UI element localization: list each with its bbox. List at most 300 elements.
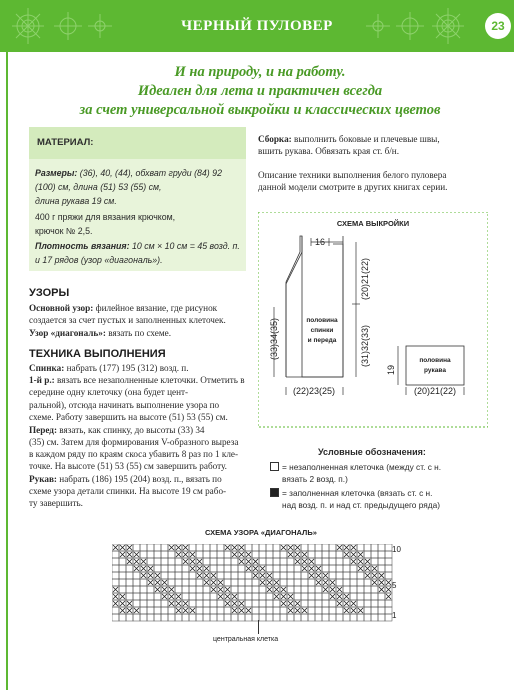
grid-cell [196, 614, 203, 621]
filled-cell-mark [344, 552, 349, 557]
filled-cell-icon [270, 488, 279, 497]
grid-cell [168, 607, 175, 614]
filled-cell-mark [162, 587, 167, 592]
grid-cell [140, 586, 147, 593]
grid-cell [168, 614, 175, 621]
grid-cell [294, 579, 301, 586]
grid-cell [364, 586, 371, 593]
grid-cell [336, 572, 343, 579]
grid-cell [259, 614, 266, 621]
grid-cell [343, 558, 350, 565]
grid-cell [147, 544, 154, 551]
grid-cell [308, 614, 315, 621]
filled-cell-mark [295, 545, 300, 550]
filled-cell-mark [183, 608, 188, 613]
gauge-label: Плотность вязания: [35, 241, 130, 251]
grid-cell [210, 600, 217, 607]
grid-cell [154, 614, 161, 621]
grid-cell [329, 544, 336, 551]
filled-cell-mark [365, 559, 370, 564]
legend-filled-line-1 [270, 488, 432, 499]
filled-cell-mark [155, 580, 160, 585]
grid-cell [154, 565, 161, 572]
filled-cell-mark [344, 601, 349, 606]
filled-cell-mark [176, 608, 181, 613]
page-title: ЧЕРНЫЙ ПУЛОВЕР [181, 18, 333, 34]
grid-cell [126, 614, 133, 621]
filled-cell-mark [190, 608, 195, 613]
filled-cell-mark [225, 587, 230, 592]
grid-cell [210, 565, 217, 572]
filled-cell-mark [176, 545, 181, 550]
assembly-text-1: выполнить боковые и плечевые швы, [291, 134, 440, 144]
grid-cell [329, 565, 336, 572]
filled-cell-mark [351, 552, 356, 557]
filled-cell-mark [176, 601, 181, 606]
filled-cell-mark [113, 601, 118, 606]
grid-cell [140, 614, 147, 621]
filled-cell-mark [337, 601, 342, 606]
filled-cell-mark [239, 608, 244, 613]
filled-cell-mark [351, 608, 356, 613]
grid-cell [175, 579, 182, 586]
sleeve-height: 19 [386, 364, 396, 375]
grid-cell [294, 572, 301, 579]
slogan-line-1: И на природу, и на работу. [174, 64, 346, 80]
sleeve-width: (20)21(22) [413, 386, 457, 396]
grid-cell [217, 558, 224, 565]
assembly-text-2: вшить рукава. Обвязать края ст. б/н. [258, 146, 400, 156]
filled-cell-mark [141, 566, 146, 571]
grid-cell [350, 572, 357, 579]
grid-cell [308, 579, 315, 586]
filled-cell-mark [309, 566, 314, 571]
grid-cell [322, 565, 329, 572]
filled-cell-mark [190, 552, 195, 557]
grid-cell [140, 600, 147, 607]
filled-cell-mark [225, 594, 230, 599]
grid-cell [371, 614, 378, 621]
filled-cell-mark [337, 587, 342, 592]
row-label-1: 1 [392, 611, 397, 620]
patterns-heading: УЗОРЫ [29, 287, 70, 299]
filled-cell-mark [253, 573, 258, 578]
grid-cell [371, 551, 378, 558]
back-line [29, 362, 247, 374]
grid-cell [385, 607, 392, 614]
grid-cell [378, 600, 385, 607]
grid-cell [252, 586, 259, 593]
grid-cell [112, 551, 119, 558]
grid-cell [350, 579, 357, 586]
grid-cell [350, 593, 357, 600]
filled-cell-mark [246, 566, 251, 571]
grid-cell [266, 607, 273, 614]
white-pullover-text-2: данной модели смотрите в других книгах серии. [258, 182, 448, 192]
basic-pattern-line-1 [29, 302, 247, 314]
grid-cell [133, 544, 140, 551]
grid-cell [196, 551, 203, 558]
grid-cell [343, 614, 350, 621]
grid-cell [175, 614, 182, 621]
grid-cell [315, 607, 322, 614]
grid-cell [182, 565, 189, 572]
grid-cell [231, 614, 238, 621]
grid-cell [238, 614, 245, 621]
grid-cell [245, 579, 252, 586]
filled-cell-mark [386, 580, 391, 585]
filled-cell-mark [113, 545, 118, 550]
grid-cell [287, 614, 294, 621]
grid-cell [315, 551, 322, 558]
header-banner [0, 0, 514, 52]
filled-cell-mark [288, 608, 293, 613]
row1-text-1: вязать все незаполненные клеточки. Отметить в середине одну клеточку (она будет цент- [29, 375, 245, 398]
filled-cell-mark [330, 587, 335, 592]
grid-cell [287, 586, 294, 593]
material-box [29, 127, 246, 271]
sizes-text-2: (100) см, длина (51) 53 (55) см, [35, 182, 162, 192]
grid-cell [217, 544, 224, 551]
grid-cell [364, 614, 371, 621]
filled-cell-mark [239, 601, 244, 606]
grid-cell [245, 593, 252, 600]
grid-cell [196, 579, 203, 586]
grid-cell [238, 565, 245, 572]
filled-cell-mark [267, 587, 272, 592]
row1-paragraph [29, 374, 247, 399]
grid-cell [364, 607, 371, 614]
grid-cell [280, 614, 287, 621]
filled-cell-mark [316, 566, 321, 571]
grid-cell [329, 600, 336, 607]
grid-cell [245, 600, 252, 607]
filled-cell-mark [239, 545, 244, 550]
sleeve-label-2: рукава [424, 367, 446, 374]
filled-cell-mark [379, 587, 384, 592]
grid-cell [294, 614, 301, 621]
filled-cell-mark [295, 608, 300, 613]
center-cell-label: центральная клетка [213, 636, 279, 643]
grid-cell [378, 607, 385, 614]
grid-cell [357, 593, 364, 600]
grid-cell [154, 600, 161, 607]
grid-cell [154, 558, 161, 565]
sizes-text-3: длина рукава 19 см. [35, 196, 117, 206]
grid-cell [287, 565, 294, 572]
filled-cell-mark [351, 601, 356, 606]
grid-cell [301, 544, 308, 551]
filled-cell-mark [239, 552, 244, 557]
grid-cell [189, 572, 196, 579]
grid-cell [273, 544, 280, 551]
grid-cell [196, 600, 203, 607]
right-dimension-lower: (31)32(33) [360, 324, 370, 367]
filled-cell-mark [267, 580, 272, 585]
filled-cell-mark [288, 594, 293, 599]
grid-cell [357, 572, 364, 579]
grid-cell [329, 614, 336, 621]
grid-cell [287, 558, 294, 565]
grid-cell [280, 558, 287, 565]
filled-cell-mark [288, 545, 293, 550]
filled-cell-mark [148, 580, 153, 585]
filled-cell-mark [365, 566, 370, 571]
grid-cell [238, 579, 245, 586]
grid-cell [147, 600, 154, 607]
grid-cell [322, 593, 329, 600]
filled-cell-mark [197, 559, 202, 564]
filled-cell-mark [134, 552, 139, 557]
grid-cell [252, 600, 259, 607]
filled-cell-mark [155, 587, 160, 592]
grid-cell [315, 614, 322, 621]
filled-cell-mark [274, 587, 279, 592]
filled-cell-mark [253, 559, 258, 564]
grid-cell [210, 551, 217, 558]
grid-cell [168, 551, 175, 558]
grid-cell [308, 551, 315, 558]
grid-cell [308, 600, 315, 607]
filled-cell-mark [260, 566, 265, 571]
grid-cell [294, 565, 301, 572]
filled-cell-mark [176, 552, 181, 557]
grid-cell [210, 614, 217, 621]
grid-cell [252, 579, 259, 586]
grid-cell [336, 607, 343, 614]
filled-cell-mark [344, 545, 349, 550]
filled-cell-mark [183, 559, 188, 564]
grid-cell [224, 551, 231, 558]
grid-cell [119, 586, 126, 593]
grid-cell [336, 565, 343, 572]
schematic-frame [258, 212, 488, 460]
grid-cell [147, 593, 154, 600]
filled-cell-mark [351, 559, 356, 564]
filled-cell-mark [386, 594, 391, 599]
grid-cell [217, 614, 224, 621]
filled-cell-mark [169, 601, 174, 606]
grid-cell [126, 565, 133, 572]
grid-cell [196, 607, 203, 614]
row-label-5: 5 [392, 581, 397, 590]
grid-cell [168, 558, 175, 565]
grid-cell [301, 600, 308, 607]
grid-cell [168, 572, 175, 579]
grid-cell [280, 565, 287, 572]
filled-cell-mark [176, 594, 181, 599]
grid-cell [210, 593, 217, 600]
back-label: Спинка: [29, 363, 65, 373]
grid-cell [119, 614, 126, 621]
grid-cell [196, 586, 203, 593]
legend-title: Условные обозначения: [318, 447, 426, 457]
filled-cell-mark [330, 580, 335, 585]
filled-cell-mark [127, 608, 132, 613]
front-text-4: точке. На высоте (51) 53 (55) см завершить работу. [29, 461, 227, 471]
body-label-3: и переда [307, 337, 337, 344]
grid-cell [315, 600, 322, 607]
grid-cell [364, 593, 371, 600]
grid-cell [322, 558, 329, 565]
grid-cell [371, 593, 378, 600]
grid-cell [119, 565, 126, 572]
grid-cell [161, 551, 168, 558]
filled-cell-mark [316, 573, 321, 578]
front-line-1 [29, 424, 247, 436]
filled-cell-mark [183, 552, 188, 557]
grid-cell [189, 544, 196, 551]
filled-cell-mark [323, 573, 328, 578]
grid-cell [126, 579, 133, 586]
grid-cell [112, 614, 119, 621]
filled-cell-mark [372, 573, 377, 578]
grid-cell [385, 544, 392, 551]
filled-cell-mark [127, 545, 132, 550]
legend-filled-text-1: = заполненная клеточка (вязать ст. с н. [282, 488, 433, 498]
grid-cell [371, 586, 378, 593]
filled-cell-mark [365, 573, 370, 578]
grid-cell [133, 586, 140, 593]
grid-cell [140, 551, 147, 558]
grid-cell [217, 572, 224, 579]
grid-cell [378, 551, 385, 558]
grid-cell [364, 600, 371, 607]
grid-cell [371, 607, 378, 614]
grid-cell [364, 551, 371, 558]
empty-cell-icon [270, 462, 279, 471]
filled-cell-mark [232, 545, 237, 550]
grid-cell [238, 593, 245, 600]
filled-cell-mark [162, 580, 167, 585]
grid-cell [189, 586, 196, 593]
filled-cell-mark [323, 587, 328, 592]
grid-cell [112, 572, 119, 579]
grid-cell [378, 593, 385, 600]
grid-cell [161, 600, 168, 607]
grid-cell [336, 558, 343, 565]
grid-cell [126, 593, 133, 600]
grid-cell [364, 579, 371, 586]
filled-cell-mark [232, 594, 237, 599]
filled-cell-mark [141, 559, 146, 564]
grid-cell [385, 614, 392, 621]
back-text: набрать (177) 195 (312) возд. п. [64, 363, 189, 373]
grid-cell [147, 586, 154, 593]
grid-cell [259, 586, 266, 593]
grid-cell [273, 614, 280, 621]
grid-cell [217, 551, 224, 558]
grid-cell [161, 607, 168, 614]
grid-cell [133, 572, 140, 579]
grid-cell [126, 586, 133, 593]
grid-cell [224, 607, 231, 614]
grid-cell [357, 614, 364, 621]
grid-cell [112, 579, 119, 586]
grid-cell [280, 607, 287, 614]
filled-cell-mark [211, 573, 216, 578]
grid-cell [245, 544, 252, 551]
sizes-label: Размеры: [35, 168, 78, 178]
grid-cell [238, 572, 245, 579]
filled-cell-mark [316, 580, 321, 585]
grid-cell [273, 600, 280, 607]
grid-cell [140, 593, 147, 600]
pattern-schematic [258, 212, 488, 460]
grid-cell [189, 593, 196, 600]
filled-cell-mark [379, 573, 384, 578]
grid-cell [266, 614, 273, 621]
grid-cell [126, 572, 133, 579]
filled-cell-mark [204, 580, 209, 585]
grid-cell [182, 614, 189, 621]
grid-cell [119, 558, 126, 565]
grid-cell [161, 565, 168, 572]
grid-cell [231, 558, 238, 565]
filled-cell-mark [120, 601, 125, 606]
filled-cell-mark [260, 573, 265, 578]
filled-cell-mark [302, 552, 307, 557]
grid-cell [266, 593, 273, 600]
grid-cell [196, 593, 203, 600]
diagonal-chart-grid [112, 544, 400, 624]
front-label: Перед: [29, 425, 57, 435]
grid-cell [385, 558, 392, 565]
yarn-text-2: крючок № 2,5. [35, 226, 93, 236]
grid-cell [280, 572, 287, 579]
grid-cell [238, 586, 245, 593]
body-label-1: половина [306, 317, 338, 324]
right-dimension-full: (20)21(22) [360, 257, 370, 300]
filled-cell-mark [183, 601, 188, 606]
filled-cell-mark [204, 566, 209, 571]
filled-cell-mark [358, 608, 363, 613]
center-cell-pointer [258, 620, 259, 634]
filled-cell-mark [323, 580, 328, 585]
grid-cell [182, 579, 189, 586]
filled-cell-mark [309, 559, 314, 564]
filled-cell-mark [379, 580, 384, 585]
filled-cell-mark [267, 573, 272, 578]
filled-cell-mark [169, 594, 174, 599]
grid-cell [378, 558, 385, 565]
filled-cell-mark [386, 587, 391, 592]
gauge-line-1 [35, 239, 240, 253]
assembly-line-1 [258, 133, 488, 145]
grid-cell [336, 614, 343, 621]
grid-cell [259, 600, 266, 607]
filled-cell-mark [295, 601, 300, 606]
grid-cell [133, 579, 140, 586]
legend-empty-text-2: вязать 2 возд. п.) [282, 474, 348, 484]
grid-cell [147, 607, 154, 614]
grid-cell [308, 544, 315, 551]
grid-cell [329, 572, 336, 579]
grid-cell [140, 579, 147, 586]
grid-cell [315, 558, 322, 565]
grid-cell [357, 600, 364, 607]
filled-cell-mark [211, 587, 216, 592]
filled-cell-mark [246, 552, 251, 557]
grid-cell [336, 551, 343, 558]
grid-cell [371, 558, 378, 565]
grid-cell [210, 607, 217, 614]
grid-cell [371, 544, 378, 551]
grid-cell [217, 600, 224, 607]
filled-cell-mark [190, 559, 195, 564]
grid-cell [287, 572, 294, 579]
grid-cell [364, 544, 371, 551]
